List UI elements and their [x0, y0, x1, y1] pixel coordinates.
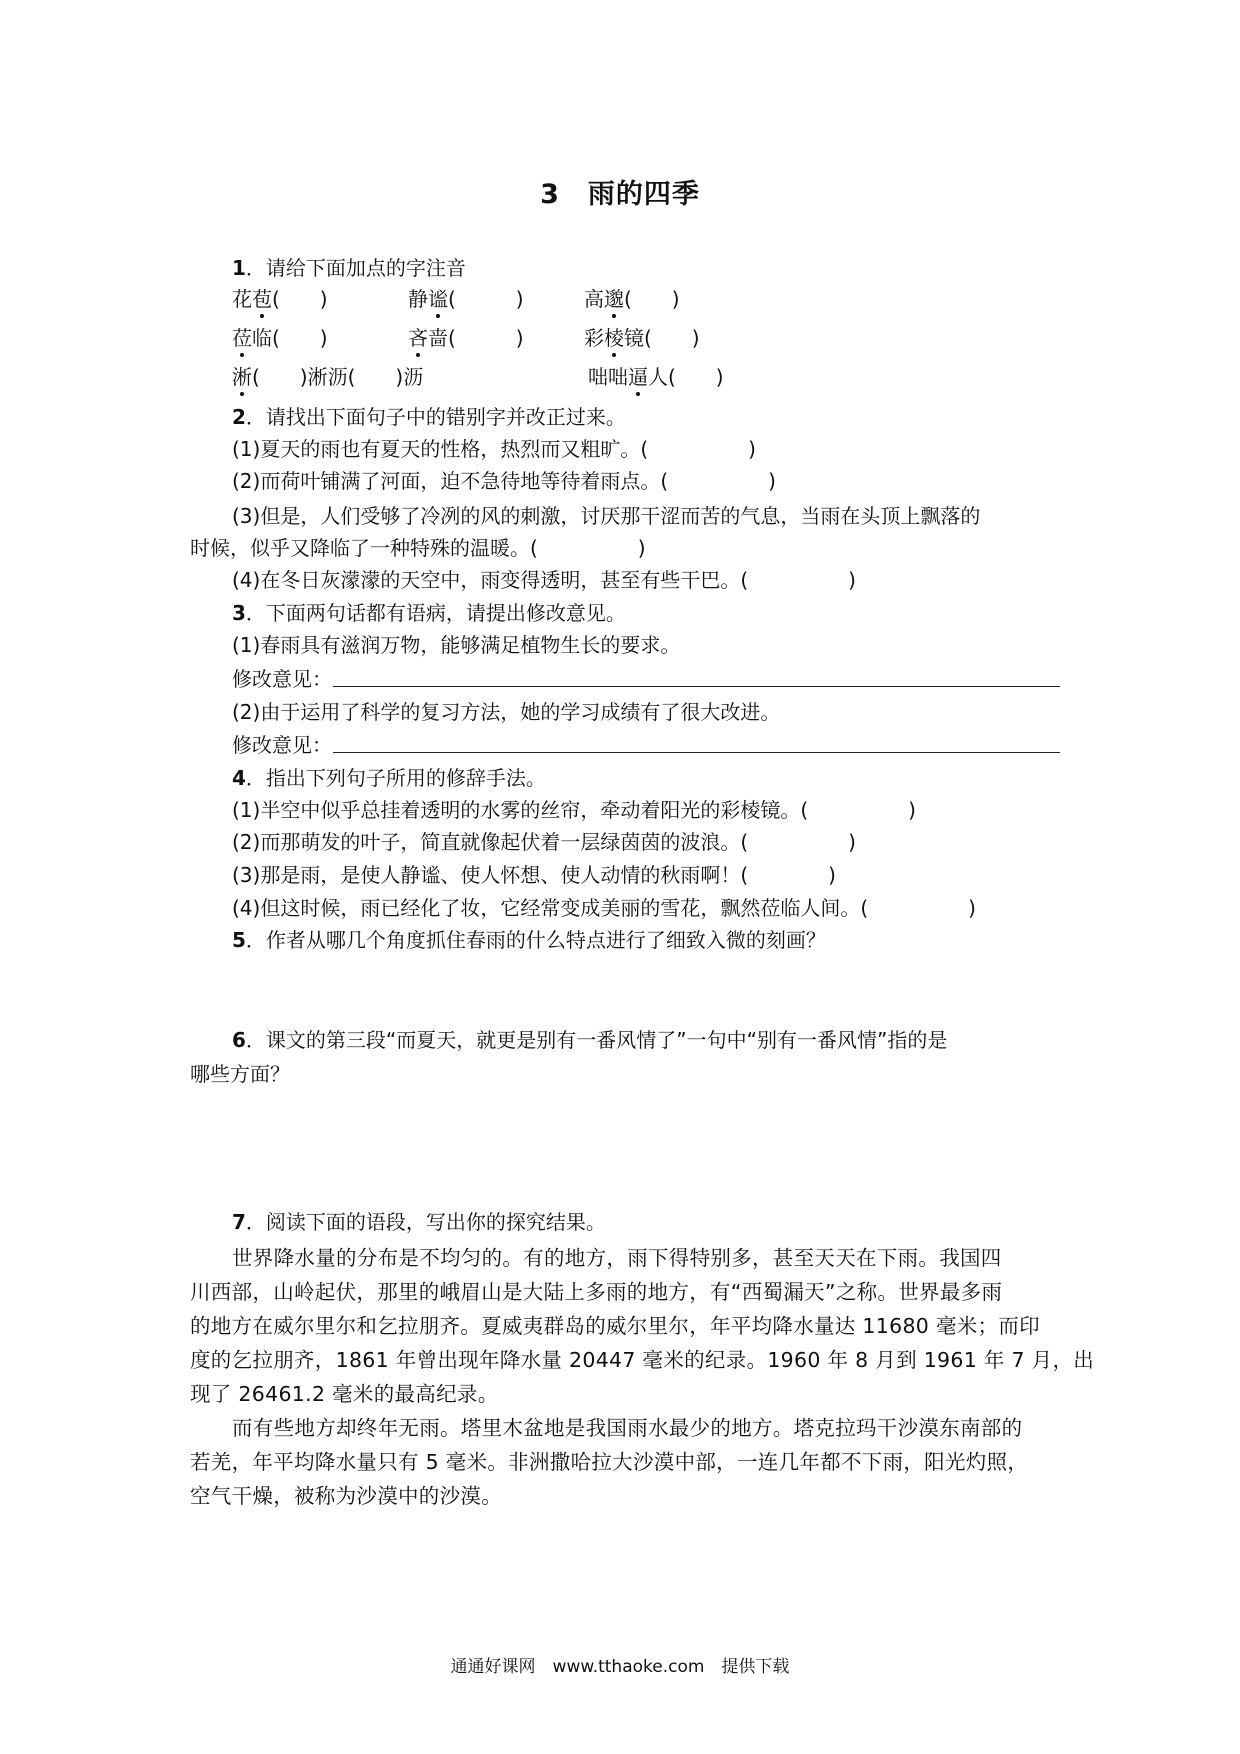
question-item: (4)但这时候，雨已经化了妆，它经常变成美丽的雪花，飘然莅临人间。( ) [232, 896, 976, 920]
passage-line: 现了 26461.2 毫米的最高纪录。 [190, 1382, 499, 1406]
dotted-char: 邈 [604, 287, 624, 311]
question-number: 3 [232, 601, 246, 625]
question-item: (1)半空中似乎总挂着透明的水雾的丝帘，牵动着阳光的彩棱镜。( ) [232, 798, 916, 822]
question-number: 2 [232, 405, 246, 429]
question-item: (3)但是，人们受够了冷冽的风的刺激，讨厌那干涩而苦的气息，当雨在头顶上飘落的 [232, 504, 981, 528]
question-item: (2)而那萌发的叶子，简直就像起伏着一层绿茵茵的波浪。( ) [232, 830, 856, 854]
passage-line: 的地方在威尔里尔和乞拉朋齐。夏威夷群岛的威尔里尔，年平均降水量达 11680 毫米；而印 [190, 1314, 1040, 1338]
question-2-heading [232, 403, 626, 431]
question-number: 4 [232, 766, 246, 790]
question-text: ．阅读下面的语段，写出你的探究结果。 [245, 1210, 606, 1234]
question-item: (2)而荷叶铺满了河面，迫不急待地等待着雨点。( ) [232, 469, 776, 493]
dotted-char: 苞 [252, 287, 272, 311]
pinyin-item: 淅( )淅沥( )沥 [232, 365, 424, 389]
question-item: (4)在冬日灰濛濛的天空中，雨变得透明，甚至有些干巴。( ) [232, 568, 856, 592]
answer-label: 修改意见： [232, 667, 332, 691]
question-number: 7 [232, 1210, 246, 1234]
pinyin-item: 静谧( ) [408, 287, 524, 311]
question-4-heading [232, 764, 546, 792]
dotted-char: 吝 [408, 326, 428, 350]
passage-line: 空气干燥，被称为沙漠中的沙漠。 [190, 1484, 502, 1508]
question-text: ．下面两句话都有语病，请提出修改意见。 [245, 601, 626, 625]
pinyin-item: 莅临( ) [232, 326, 328, 350]
answer-label: 修改意见： [232, 733, 332, 757]
dotted-char: 逼 [628, 365, 648, 389]
question-number: 5 [232, 928, 246, 952]
page-title: 3 雨的四季 [540, 179, 700, 210]
page-footer: 通通好课网 www.tthaoke.com 提供下载 [450, 1657, 790, 1677]
question-text: ．请给下面加点的字注音 [245, 256, 466, 280]
pinyin-item: 彩棱镜( ) [584, 326, 700, 350]
pinyin-item: 高邈( ) [584, 287, 680, 311]
question-item: (3)那是雨，是使人静谧、使人怀想、使人动情的秋雨啊！( ) [232, 863, 836, 887]
answer-line[interactable] [333, 686, 1060, 687]
passage-line: 川西部，山岭起伏，那里的峨眉山是大陆上多雨的地方，有“西蜀漏天”之称。世界最多雨 [190, 1280, 1003, 1304]
passage-line: 度的乞拉朋齐，1861 年曾出现年降水量 20447 毫米的纪录。1960 年 8 月到 1961 年 7 月，出 [190, 1348, 1095, 1372]
question-item: (2)由于运用了科学的复习方法，她的学习成绩有了很大改进。 [232, 700, 781, 724]
pinyin-item: 花苞( ) [232, 287, 328, 311]
dotted-char: 谧 [428, 287, 448, 311]
question-item: 时候，似乎又降临了一种特殊的温暖。( ) [190, 536, 646, 560]
pinyin-item: 咄咄逼人( ) [588, 365, 724, 389]
passage-line: 世界降水量的分布是不均匀的。有的地方，雨下得特别多，甚至天天在下雨。我国四 [232, 1246, 1002, 1270]
question-text: ．请找出下面句子中的错别字并改正过来。 [245, 405, 626, 429]
question-text: ．课文的第三段“而夏天，就更是别有一番风情了”一句中“别有一番风情”指的是 [245, 1028, 948, 1052]
question-item: (1)夏天的雨也有夏天的性格，热烈而又粗旷。( ) [232, 437, 756, 461]
dotted-char: 淅 [232, 365, 252, 389]
answer-line[interactable] [333, 752, 1060, 753]
question-7-heading [232, 1208, 606, 1236]
question-text: ．指出下列句子所用的修辞手法。 [245, 766, 546, 790]
question-text: ．作者从哪几个角度抓住春雨的什么特点进行了细致入微的刻画？ [245, 928, 826, 952]
question-item: (1)春雨具有滋润万物，能够满足植物生长的要求。 [232, 633, 681, 657]
passage-line: 而有些地方却终年无雨。塔里木盆地是我国雨水最少的地方。塔克拉玛干沙漠东南部的 [232, 1416, 1023, 1440]
question-5-heading [232, 926, 826, 954]
question-1-heading [232, 254, 466, 282]
question-3-heading [232, 599, 626, 627]
passage-line: 若羌，年平均降水量只有 5 毫米。非洲撒哈拉大沙漠中部，一连几年都不下雨，阳光灼照， [190, 1450, 1029, 1474]
dotted-char: 棱 [604, 326, 624, 350]
question-text-continued: 哪些方面？ [190, 1062, 290, 1086]
dotted-char: 莅 [232, 326, 252, 350]
question-6-heading [232, 1026, 947, 1054]
question-number: 1 [232, 256, 246, 280]
pinyin-item: 吝啬( ) [408, 326, 524, 350]
question-number: 6 [232, 1028, 246, 1052]
